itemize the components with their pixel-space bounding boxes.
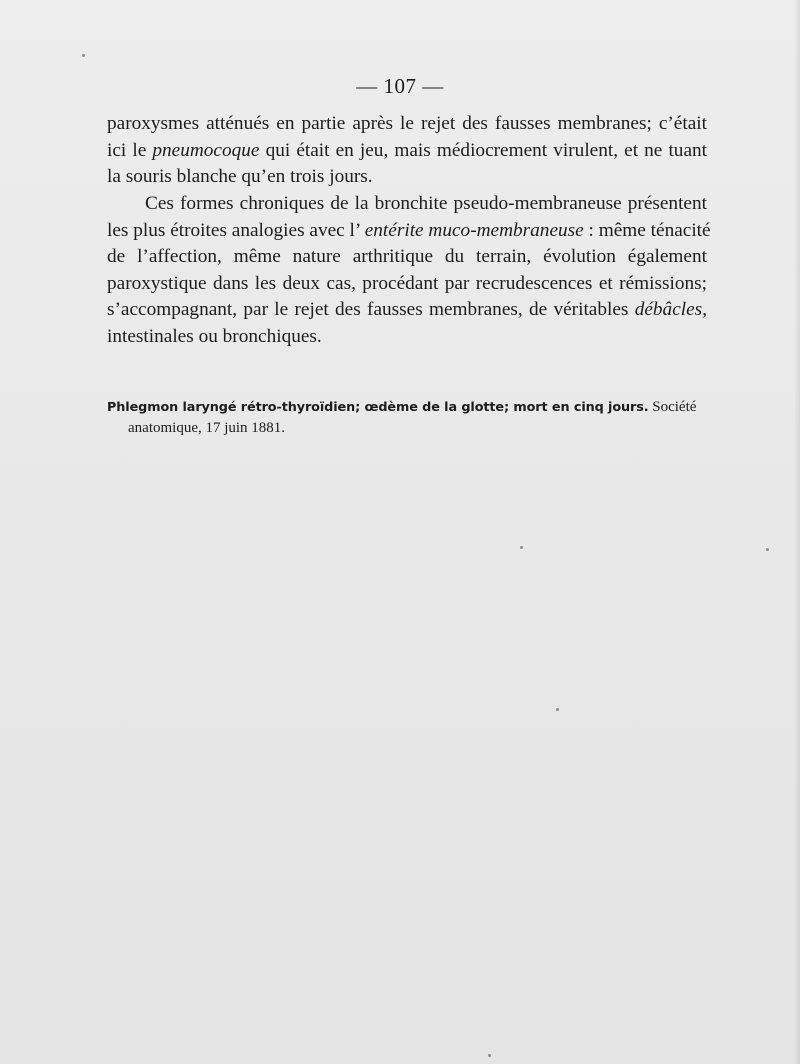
text-run: les plus étroites analogies avec l’ [107, 219, 365, 241]
text-line: intestinales ou bronchiques. [107, 325, 322, 347]
text-line [107, 297, 707, 324]
text-run: : même ténacité [583, 219, 711, 241]
heading-title: Phlegmon laryngé rétro-thyroïdien; œdème de la glotte; mort en cinq jours. [107, 400, 649, 415]
case-heading [107, 397, 707, 438]
text-run: qui était en jeu, mais médiocrement virulent, et ne tuant [259, 139, 708, 161]
heading-society: Société [648, 399, 697, 415]
paper-speck [488, 1054, 491, 1057]
paper-speck [766, 548, 769, 551]
emphasis: débâcles, [634, 299, 707, 321]
text-line: Ces formes chroniques de la bronchite pseudo-membraneuse présentent [145, 193, 707, 214]
text-line [107, 138, 707, 165]
text-line: paroxystique dans les deux cas, procédant par recrudescences et rémissions; [107, 272, 707, 294]
paper-speck [556, 708, 559, 711]
bleed-through [100, 470, 720, 990]
page-number: — 107 — [356, 74, 444, 98]
text-line: la souris blanche qu’en trois jours. [107, 166, 373, 188]
paper-speck [520, 546, 523, 549]
heading-line [107, 397, 707, 418]
paragraph-1 [107, 111, 707, 191]
text-line: de l’affection, même nature arthritique du terrain, évolution également [107, 246, 707, 268]
page-edge [794, 0, 800, 1064]
paragraph-2 [107, 191, 711, 351]
text-run: ici le [107, 139, 153, 161]
emphasis: entérite muco-membraneuse [364, 219, 584, 241]
text-line [107, 218, 711, 245]
heading-date: anatomique, 17 juin 1881. [128, 420, 286, 436]
emphasis: pneumocoque [152, 139, 260, 161]
paper-speck [82, 54, 85, 57]
text-run: s’accompagnant, par le rejet des fausses membranes, de véritables [107, 299, 635, 321]
text-line: paroxysmes atténués en partie après le rejet des fausses membranes; c’était [107, 113, 707, 134]
